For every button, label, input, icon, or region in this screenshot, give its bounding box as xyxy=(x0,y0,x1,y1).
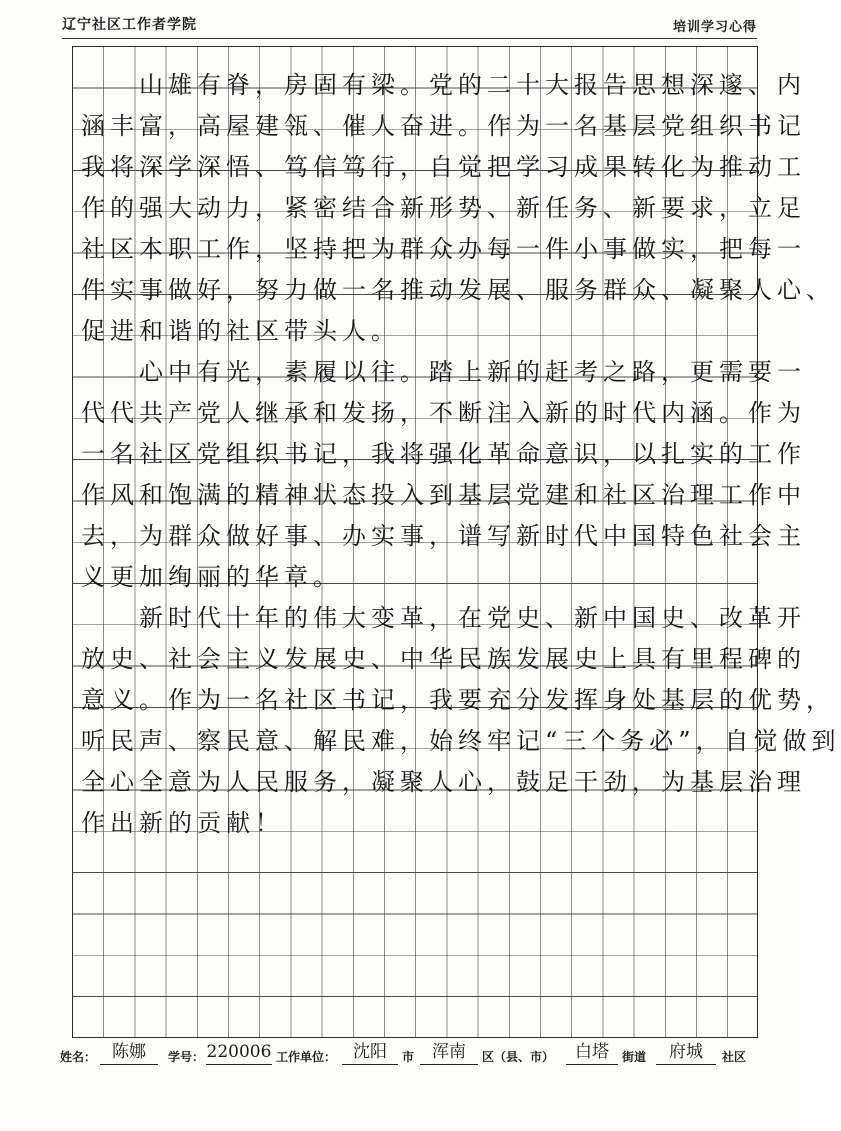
header-rule xyxy=(62,38,757,39)
document-type: 培训学习心得 xyxy=(672,20,757,35)
community-value: 府城 xyxy=(656,1040,716,1065)
essay-line: 作出新的贡献！ xyxy=(81,809,284,837)
essay-line: 山雄有脊，房固有梁。党的二十大报告思想深邃、内 xyxy=(81,71,806,99)
essay-line: 义更加绚丽的华章。 xyxy=(81,563,342,591)
essay-line: 作的强大动力，紧密结合新形势、新任务、新要求，立足 xyxy=(81,194,806,222)
page-header xyxy=(0,0,799,46)
work-unit-label: 工作单位： xyxy=(276,1050,337,1064)
student-id-label: 学号： xyxy=(168,1050,205,1064)
essay-line: 听民声、察民意、解民难，始终牢记“三个务必”，自觉做到 xyxy=(81,727,841,755)
community-label: 社区 xyxy=(722,1050,747,1064)
writing-grid xyxy=(72,46,841,1038)
essay-line: 作风和饱满的精神状态投入到基层党建和社区治理工作中 xyxy=(81,481,806,509)
page-footer xyxy=(60,1040,780,1070)
city-value: 沈阳 xyxy=(342,1040,398,1065)
name-label: 姓名： xyxy=(60,1050,97,1064)
city-label: 市 xyxy=(402,1050,415,1064)
essay-text xyxy=(73,47,841,1037)
essay-line: 心中有光，素履以往。踏上新的赶考之路，更需要一 xyxy=(81,358,806,386)
essay-line: 放史、社会主义发展史、中华民族发展史上具有里程碑的 xyxy=(81,645,806,673)
district-label: 区（县、市） xyxy=(482,1050,555,1064)
essay-line: 代代共产党人继承和发扬，不断注入新的时代内涵。作为 xyxy=(81,399,806,427)
name-value: 陈娜 xyxy=(100,1040,158,1065)
essay-line: 意义。作为一名社区书记，我要充分发挥身处基层的优势， xyxy=(81,686,835,714)
district-value: 浑南 xyxy=(420,1040,478,1065)
essay-line: 新时代十年的伟大变革，在党史、新中国史、改革开 xyxy=(81,604,806,632)
essay-line: 涵丰富，高屋建瓴、催人奋进。作为一名基层党组织书记 xyxy=(81,112,806,140)
essay-line: 一名社区党组织书记，我将强化革命意识，以扎实的工作 xyxy=(81,440,806,468)
essay-line: 促进和谐的社区带头人。 xyxy=(81,317,400,345)
essay-line: 社区本职工作，坚持把为群众办每一件小事做实，把每一 xyxy=(81,235,806,263)
street-value: 白塔 xyxy=(566,1040,618,1065)
essay-line: 全心全意为人民服务，凝聚人心，鼓足干劲，为基层治理 xyxy=(81,768,806,796)
essay-line: 去，为群众做好事、办实事，谱写新时代中国特色社会主 xyxy=(81,522,806,550)
student-id-value: 220006 xyxy=(206,1040,272,1065)
essay-line: 我将深学深悟、笃信笃行，自觉把学习成果转化为推动工 xyxy=(81,153,806,181)
street-label: 街道 xyxy=(622,1050,647,1064)
essay-line: 件实事做好，努力做一名推动发展、服务群众、凝聚人心、 xyxy=(81,276,835,304)
institute-name: 辽宁社区工作者学院 xyxy=(62,17,197,33)
